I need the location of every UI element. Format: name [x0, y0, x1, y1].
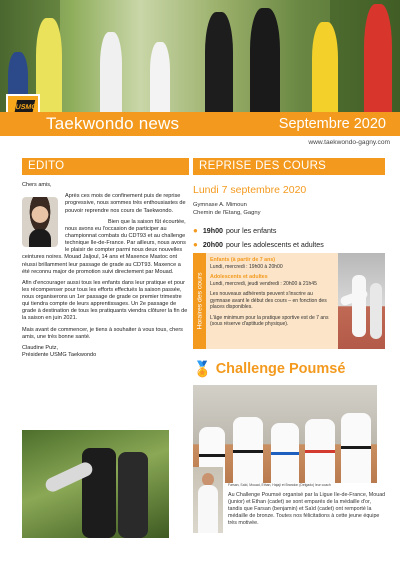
edito-heading: EDITO [22, 158, 189, 175]
kick-photo [22, 430, 169, 538]
president-portrait [22, 197, 58, 247]
signature-title: Présidente USMG Taekwondo [22, 352, 97, 359]
adults-title: Adolescents et adultes [210, 274, 268, 280]
title-banner [0, 112, 400, 136]
gym-address [193, 202, 385, 217]
photo-caption: Farsan, Saïd, Mouad, Ethan, Hajaji et Brandon (Delgado) leur coach [228, 483, 331, 487]
website-link[interactable]: www.taekwondo-gagny.com [308, 139, 390, 146]
reprise-schedule [193, 226, 385, 249]
bullet-icon: ● [193, 240, 198, 249]
reprise-date: Lundi 7 septembre 2020 [193, 184, 307, 196]
kids-hours: Lundi, mercredi : 19h00 à 20h00 [210, 263, 283, 270]
medal-icon: 🏅 [193, 361, 212, 378]
horaires-label-bar [193, 253, 206, 349]
schedule-item [193, 240, 385, 249]
challenge-title: Challenge Poumsé [215, 361, 346, 377]
horaires-box [193, 253, 385, 349]
signature-name: Claudine Putz, [22, 345, 59, 352]
reprise-section [193, 158, 385, 254]
logo-text: USMG [11, 100, 35, 130]
edito-paragraph: Afin d'encourager aussi tous les enfants dans leur pratique et pour les récompenser pour tous les efforts effectués la saison passée, nous organiserons un 1er passage de grade ce premier trimestre qui tiendra compte de leurs apprentissages. Un 2e passage de grade à destination de tous les pratiquants viendra clôturer la fin de la saison en juin 2021. [22, 280, 188, 322]
horaires-content [210, 257, 334, 332]
reprise-heading: REPRISE DES COURS [193, 158, 385, 175]
gym-street: Chemin de l'Etang, Gagny [193, 209, 261, 216]
challenge-heading [193, 358, 385, 380]
bullet-icon: ● [193, 226, 198, 235]
gym-name: Gymnase A. Mimoun [193, 202, 247, 208]
issue-date: Septembre 2020 [278, 116, 386, 132]
header-photo [0, 0, 400, 112]
training-photo [338, 253, 385, 349]
age-note: L'âge minimum pour la pratique sportive est de 7 ans (sous réserve d'aptitude physique). [210, 314, 329, 327]
registration-note: Les nouveaux adhérents peuvent s'inscrire au gymnase avant le début des cours – en fonction des places disponibles. [210, 291, 327, 310]
adults-hours: Lundi, mercredi, jeudi vendredi : 20h00 à 21h45 [210, 280, 317, 287]
schedule-time: 19h00 [202, 226, 223, 235]
newsletter-title: Taekwondo news [46, 114, 180, 133]
challenge-report: Au Challenge Poumsé organisé par la Ligue Ile-de-France, Mouad (junior) et Ethan (cadet) se sont emparés de la médaille d'or, tandis que Farsan (benjamin) et Saïd (cadet) ont remporté la médaille de bronze. Toutes nos félicitations à cette jeune équipe très motivée. [228, 492, 386, 527]
schedule-text: pour les adolescents et adultes [225, 240, 324, 249]
edito-greeting: Chers amis, [22, 182, 52, 188]
athlete-photo [193, 467, 223, 533]
edito-paragraph: Bien que la saison fût écourtée, nous avons eu l'occasion de participer au championnat combats du CDT93 et au challenge technique Ile-de-France. Par ailleurs, nous avons le plaisir de compter parmi nous deux nouvelles ceintures noires. Mouad Jaljoul, 14 ans et Maxence Mastoc ont réussi brillamment leur passage de grade au CDT93. Maxence a été reconnu major de promotion suivi directement par Mouad. [22, 218, 186, 275]
edito-paragraph: Mais avant de commencer, je tiens à souhaiter à vous tous, chers amis, une très bonne santé. [22, 326, 183, 340]
edito-section [22, 158, 189, 360]
edito-letter [22, 182, 189, 360]
horaires-label: Horaires des cours [196, 272, 203, 330]
edito-paragraph: Après ces mois de confinement puis de reprise progressive, nous sommes très enthousiastes de pouvoir reprendre nos cours de Taekwondo. [65, 193, 186, 214]
schedule-text: pour les enfants [225, 226, 277, 235]
schedule-time: 20h00 [202, 240, 223, 249]
schedule-item [193, 226, 385, 235]
kids-title: Enfants (à partir de 7 ans) [210, 257, 276, 263]
